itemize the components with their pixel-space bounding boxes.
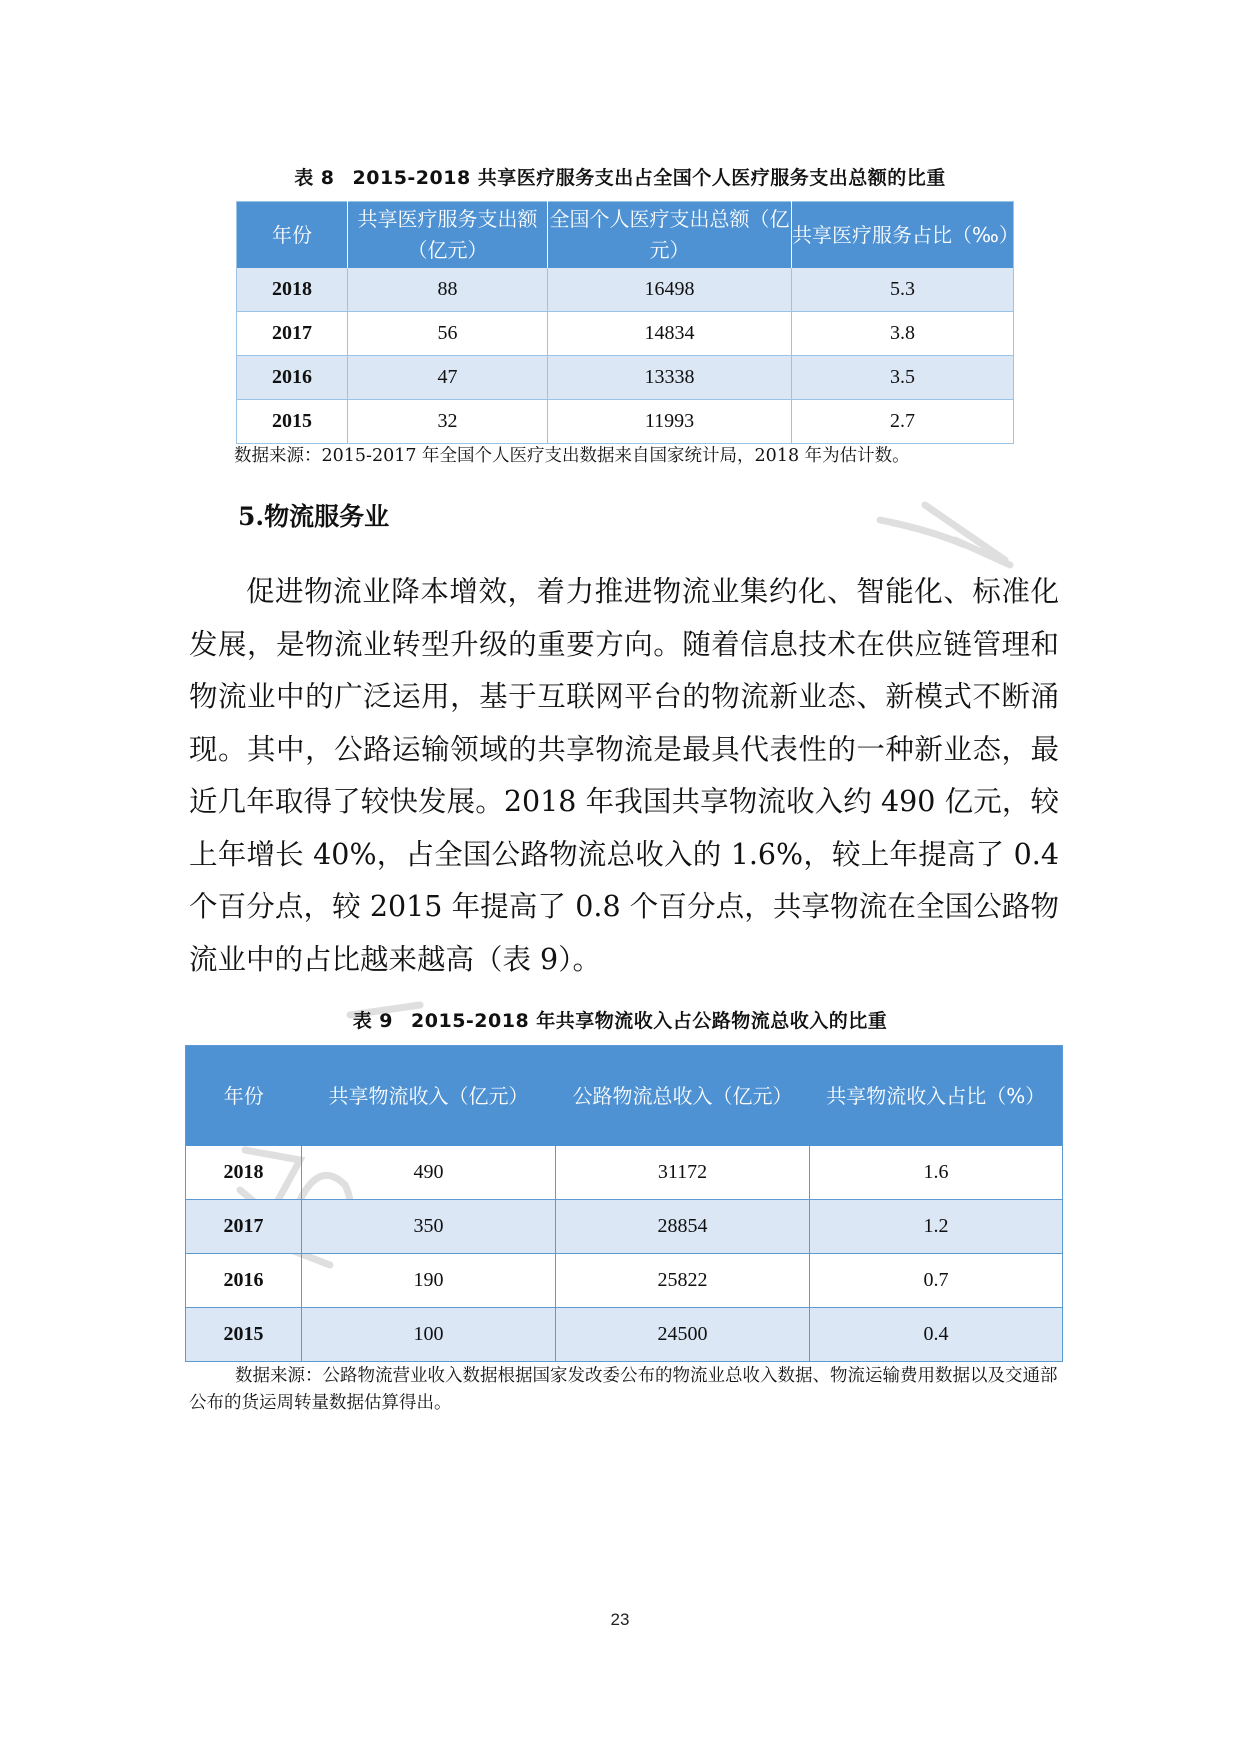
table-header: 年份: [237, 202, 348, 269]
table-cell: 16498: [548, 268, 792, 312]
table-8-number: 表 8: [294, 167, 335, 189]
table-8: [236, 201, 1019, 444]
table-cell: 3.5: [792, 356, 1014, 400]
table-cell: 1.6: [810, 1146, 1063, 1200]
table-header: 公路物流总收入（亿元）: [556, 1046, 810, 1147]
table-cell: 25822: [556, 1254, 810, 1308]
table-cell-year: 2017: [237, 312, 348, 356]
table-cell: 56: [348, 312, 548, 356]
table-header: 共享医疗服务占比（‰）: [792, 202, 1014, 269]
table-row: [186, 1254, 1063, 1308]
table-cell: 0.4: [810, 1308, 1063, 1362]
table-cell: 490: [302, 1146, 556, 1200]
table-cell: 13338: [548, 356, 792, 400]
table-row: [186, 1200, 1063, 1254]
table-header: 共享物流收入占比（%）: [810, 1046, 1063, 1147]
table-cell: 32: [348, 400, 548, 444]
table-cell: 100: [302, 1308, 556, 1362]
table-cell: 47: [348, 356, 548, 400]
table-8-title: 2015-2018 共享医疗服务支出占全国个人医疗服务支出总额的比重: [352, 167, 946, 189]
page-number: 23: [610, 1610, 630, 1629]
table-cell: 0.7: [810, 1254, 1063, 1308]
table-9-caption: [0, 1006, 1240, 1033]
table-header: 全国个人医疗支出总额（亿元）: [548, 202, 792, 269]
table-cell: 31172: [556, 1146, 810, 1200]
table-row: [237, 400, 1014, 444]
table-cell: 2.7: [792, 400, 1014, 444]
table-9-source-note: 数据来源：公路物流营业收入数据根据国家发改委公布的物流业总收入数据、物流运输费用数据以及交通部公布的货运周转量数据估算得出。: [189, 1366, 1058, 1413]
table-cell: 190: [302, 1254, 556, 1308]
table-cell-year: 2016: [186, 1254, 302, 1308]
table-cell-year: 2015: [186, 1308, 302, 1362]
table-header: 共享医疗服务支出额（亿元）: [348, 202, 548, 269]
table-cell: 350: [302, 1200, 556, 1254]
table-cell-year: 2017: [186, 1200, 302, 1254]
table-8-source-note: 数据来源：2015-2017 年全国个人医疗支出数据来自国家统计局，2018 年为估计数。: [234, 446, 910, 466]
table-9: [185, 1045, 1063, 1362]
table-row: [186, 1146, 1063, 1200]
table-cell-year: 2018: [186, 1146, 302, 1200]
table-cell: 5.3: [792, 268, 1014, 312]
table-cell: 1.2: [810, 1200, 1063, 1254]
table-cell-year: 2015: [237, 400, 348, 444]
table-cell-year: 2018: [237, 268, 348, 312]
table-cell: 14834: [548, 312, 792, 356]
table-cell: 11993: [548, 400, 792, 444]
table-header: 年份: [186, 1046, 302, 1147]
table-cell-year: 2016: [237, 356, 348, 400]
table-row: [237, 312, 1014, 356]
table-8-header-row: [237, 202, 1014, 269]
table-cell: 3.8: [792, 312, 1014, 356]
table-9-number: 表 9: [352, 1010, 394, 1032]
table-cell: 28854: [556, 1200, 810, 1254]
table-8-caption: [0, 163, 1240, 190]
table-row: [186, 1308, 1063, 1362]
table-row: [237, 268, 1014, 312]
body-paragraph: 促进物流业降本增效，着力推进物流业集约化、智能化、标准化发展，是物流业转型升级的重要方向。随着信息技术在供应链管理和物流业中的广泛运用，基于互联网平台的物流新业态、新模式不断涌现。其中，公路运输领域的共享物流是最具代表性的一种新业态，最近几年取得了较快发展。2018 年我国共享物流收入约 490 亿元，较上年增长 40%，占全国公路物流总收入的 1.6%，较上年提高了 0.4 个百分点，较 2015 年提高了 0.8 个百分点，共享物流在全国公路物流业中的占比越来越高（表 9）。: [189, 575, 1059, 976]
section-heading: 5.物流服务业: [238, 502, 390, 531]
table-9-title: 2015-2018 年共享物流收入占公路物流总收入的比重: [411, 1010, 888, 1032]
table-cell: 24500: [556, 1308, 810, 1362]
table-9-header-row: [186, 1046, 1063, 1147]
table-cell: 88: [348, 268, 548, 312]
table-row: [237, 356, 1014, 400]
table-header: 共享物流收入（亿元）: [302, 1046, 556, 1147]
